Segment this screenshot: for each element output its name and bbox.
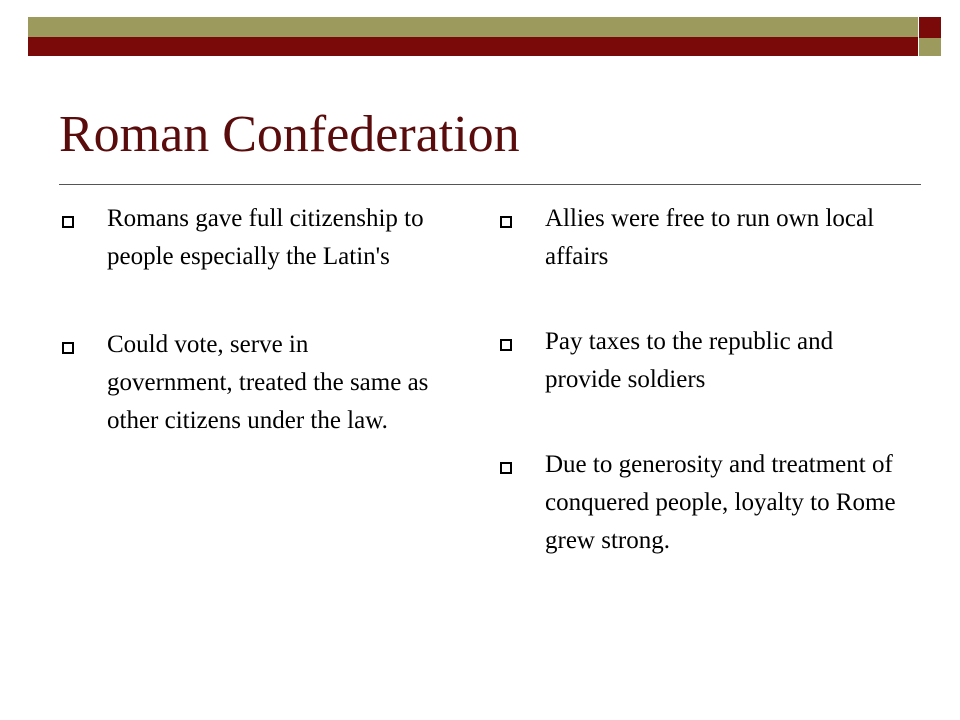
top-decor-bar-olive (28, 17, 918, 37)
bullet-text: Due to generosity and treatment of conquered people, loyalty to Rome grew strong. (545, 451, 896, 554)
bullet-item (62, 326, 432, 440)
hollow-square-icon (500, 339, 512, 351)
top-decor-bar-red (28, 37, 918, 56)
bullet-item (500, 323, 900, 399)
bullet-item (500, 200, 900, 276)
hollow-square-icon (62, 216, 74, 228)
left-bullet-list (62, 200, 432, 440)
corner-decor-square-olive (919, 38, 941, 56)
corner-decor-square-red (919, 17, 941, 38)
bullet-item (62, 200, 432, 276)
slide-title: Roman Confederation (59, 106, 520, 163)
bullet-text: Allies were free to run own local affairs (545, 205, 875, 270)
bullet-text: Romans gave full citizenship to people especially the Latin's (107, 205, 424, 270)
hollow-square-icon (62, 342, 74, 354)
hollow-square-icon (500, 462, 512, 474)
hollow-square-icon (500, 216, 512, 228)
bullet-text: Could vote, serve in government, treated the same as other citizens under the law. (107, 331, 429, 434)
bullet-text: Pay taxes to the republic and provide soldiers (545, 328, 834, 393)
bullet-item (500, 446, 900, 560)
right-bullet-list (500, 200, 900, 560)
title-divider (59, 184, 921, 185)
